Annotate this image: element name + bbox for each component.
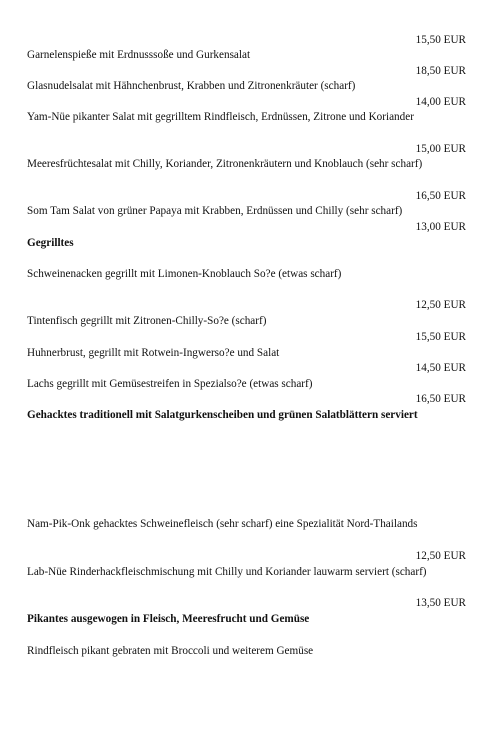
section-heading: Pikantes ausgewogen in Fleisch, Meeresfrucht und Gemüse bbox=[27, 613, 310, 625]
price: 15,00 EUR bbox=[415, 143, 466, 155]
section-heading: Gehacktes traditionell mit Salatgurkenscheiben und grünen Salatblättern serviert bbox=[27, 409, 418, 421]
menu-item: Glasnudelsalat mit Hähnchenbrust, Krabben und Zitronenkräuter (scharf) bbox=[27, 80, 356, 92]
menu-item: Garnelenspieße mit Erdnusssoße und Gurkensalat bbox=[27, 49, 251, 61]
menu-item: Schweinenacken gegrillt mit Limonen-Knoblauch So?e (etwas scharf) bbox=[27, 268, 342, 280]
price: 12,50 EUR bbox=[415, 299, 466, 311]
price: 16,50 EUR bbox=[415, 190, 466, 202]
price: 15,50 EUR bbox=[415, 331, 466, 343]
menu-item: Tintenfisch gegrillt mit Zitronen-Chilly-So?e (scharf) bbox=[27, 315, 267, 327]
price: 14,00 EUR bbox=[415, 96, 466, 108]
menu-item: Lachs gegrillt mit Gemüsestreifen in Spezialso?e (etwas scharf) bbox=[27, 378, 313, 390]
price: 12,50 EUR bbox=[415, 550, 466, 562]
menu-item: Som Tam Salat von grüner Papaya mit Krabben, Erdnüssen und Chilly (sehr scharf) bbox=[27, 205, 403, 217]
menu-item: Meeresfrüchtesalat mit Chilly, Koriander, Zitronenkräutern und Knoblauch (sehr scharf) bbox=[27, 158, 423, 170]
price: 13,00 EUR bbox=[415, 221, 466, 233]
menu-item: Nam-Pik-Onk gehacktes Schweinefleisch (sehr scharf) eine Spezialität Nord-Thailands bbox=[27, 518, 418, 530]
price: 16,50 EUR bbox=[415, 393, 466, 405]
menu-item: Rindfleisch pikant gebraten mit Broccoli und weiterem Gemüse bbox=[27, 645, 314, 657]
price: 14,50 EUR bbox=[415, 362, 466, 374]
price: 13,50 EUR bbox=[415, 597, 466, 609]
price: 15,50 EUR bbox=[415, 34, 466, 46]
menu-item: Yam-Nüe pikanter Salat mit gegrilltem Rindfleisch, Erdnüssen, Zitrone und Koriander bbox=[27, 111, 414, 123]
section-heading: Gegrilltes bbox=[27, 237, 74, 249]
menu-item: Lab-Nüe Rinderhackfleischmischung mit Chilly und Koriander lauwarm serviert (scharf) bbox=[27, 566, 427, 578]
price: 18,50 EUR bbox=[415, 65, 466, 77]
menu-item: Huhnerbrust, gegrillt mit Rotwein-Ingwerso?e und Salat bbox=[27, 347, 280, 359]
